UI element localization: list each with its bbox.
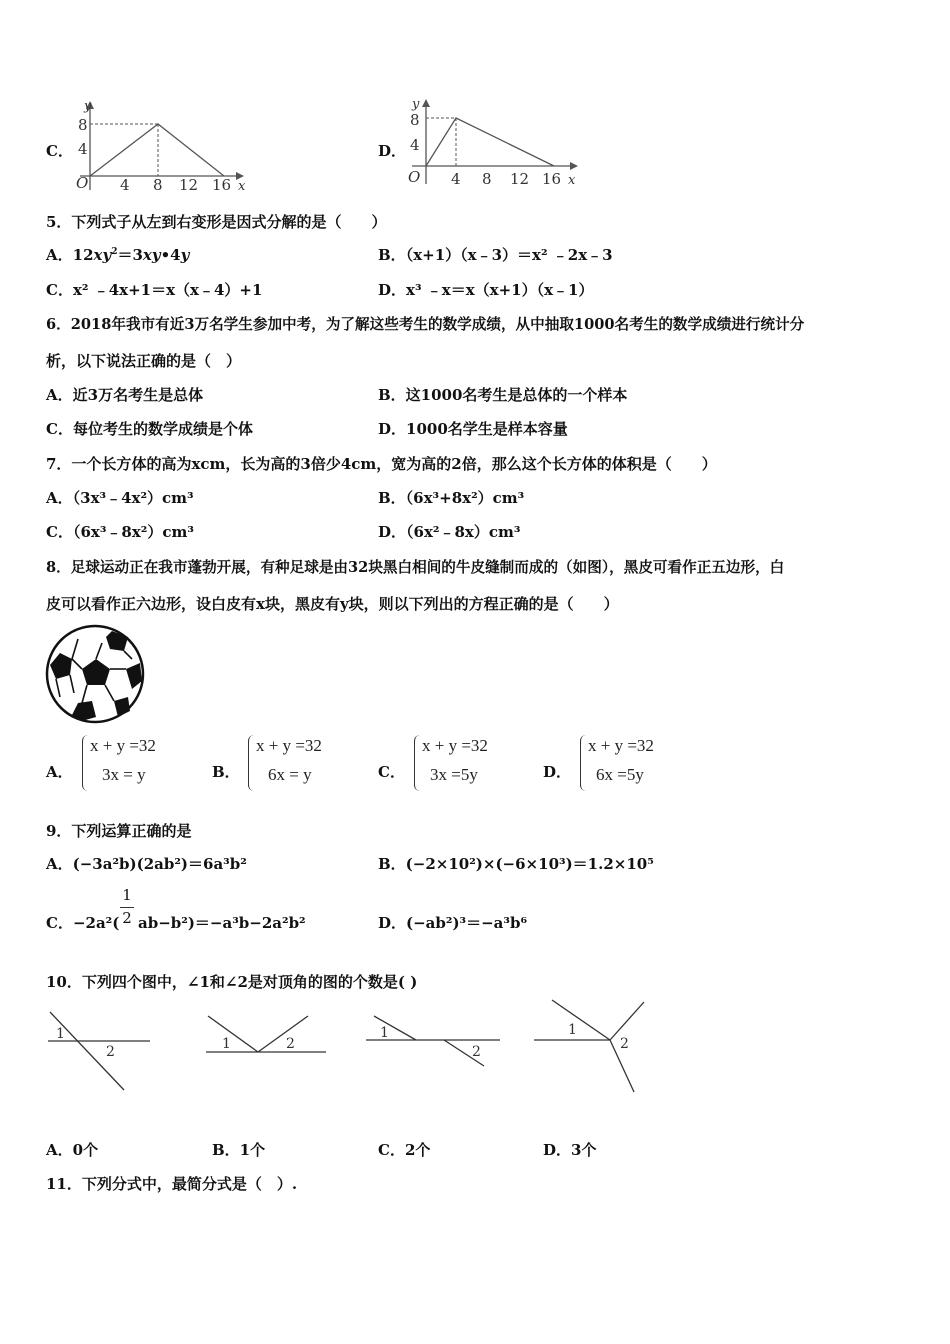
graph-c-xtick-16: 16 xyxy=(212,176,232,194)
q8-b-eq2: 6x = y xyxy=(268,765,312,784)
q8-d-eq1: x + y =32 xyxy=(588,736,654,755)
q8-a-eq1: x + y =32 xyxy=(90,736,156,755)
q5-stem: 5．下列式子从左到右变形是因式分解的是（ ） xyxy=(46,213,387,231)
q8-c-eq1: x + y =32 xyxy=(422,736,488,755)
q6-option-c[interactable]: C．每位考生的数学成绩是个体 xyxy=(46,420,253,438)
q5-a-label: A． xyxy=(46,246,73,264)
q11-stem: 11．下列分式中，最简分式是（ ）. xyxy=(46,1175,298,1193)
q10-stem: 10．下列四个图中，∠1和∠2是对顶角的图的个数是( ) xyxy=(46,973,418,991)
q6-stem-line1: 6．2018年我市有近3万名学生参加中考，为了解这些考生的数学成绩，从中抽取1000名考生的数学成绩进行统计分 xyxy=(46,316,805,333)
q8-option-c-label[interactable]: C． xyxy=(378,763,405,781)
q10-fig3-angle2: 2 xyxy=(472,1044,481,1060)
q9-c-fraction xyxy=(120,886,134,927)
q8-a-eq2: 3x = y xyxy=(102,765,146,784)
q8-option-d-system xyxy=(588,731,654,789)
q5-option-d[interactable]: D．x³ ﹣x＝x（x+1）（x﹣1） xyxy=(378,281,594,299)
q10-fig2-angle1: 1 xyxy=(222,1036,231,1052)
q9-c-fraction-denominator: 2 xyxy=(122,909,132,927)
q7-stem: 7．一个长方体的高为xcm，长为高的3倍少4cm，宽为高的2倍，那么这个长方体的体积是（ ） xyxy=(46,455,717,473)
q10-figure-2 xyxy=(204,1010,328,1094)
q10-option-c[interactable]: C．2个 xyxy=(378,1141,431,1159)
q8-option-b-label[interactable]: B． xyxy=(212,763,240,781)
q6-option-b[interactable]: B．这1000名考生是总体的一个样本 xyxy=(378,386,628,404)
q8-option-a-label[interactable]: A． xyxy=(46,763,73,781)
q10-figure-4 xyxy=(532,996,652,1096)
graph-d-label: D． xyxy=(378,142,407,160)
graph-d xyxy=(404,96,584,192)
q9-option-b[interactable]: B．(−2×10²)×(−6×10³)＝1.2×10⁵ xyxy=(378,855,654,873)
graph-d-ytick-8: 8 xyxy=(410,111,420,129)
q8-c-eq2: 3x =5y xyxy=(430,765,478,784)
q6-option-d[interactable]: D．1000名学生是样本容量 xyxy=(378,420,568,438)
q8-option-d-label[interactable]: D． xyxy=(543,763,572,781)
q8-d-eq2: 6x =5y xyxy=(596,765,644,784)
q6-option-a[interactable]: A．近3万名考生是总体 xyxy=(46,386,204,404)
graph-c xyxy=(72,98,252,194)
q10-fig1-angle1: 1 xyxy=(56,1026,65,1042)
graph-c-xtick-8: 8 xyxy=(153,176,163,194)
q10-fig4-angle1: 1 xyxy=(568,1022,577,1038)
q8-b-eq1: x + y =32 xyxy=(256,736,322,755)
graph-c-ytick-8: 8 xyxy=(78,116,88,134)
q5-option-c[interactable]: C．x² ﹣4x+1＝x（x﹣4）+1 xyxy=(46,281,263,299)
q7-option-c[interactable]: C．（6x³﹣8x²）cm³ xyxy=(46,523,194,541)
q9-option-a[interactable]: A．(−3a²b)(2ab²)＝6a³b² xyxy=(46,855,247,873)
graph-d-ytick-4: 4 xyxy=(410,136,420,154)
q10-fig1-angle2: 2 xyxy=(106,1044,115,1060)
q7-option-d[interactable]: D．（6x²﹣8x）cm³ xyxy=(378,523,521,541)
graph-c-origin: O xyxy=(76,174,89,192)
q10-fig2-angle2: 2 xyxy=(286,1036,295,1052)
q10-option-a[interactable]: A．0个 xyxy=(46,1141,99,1159)
q10-option-d[interactable]: D．3个 xyxy=(543,1141,597,1159)
q8-option-a-system xyxy=(90,731,156,789)
q9-c-rest: ab−b²)＝−a³b−2a²b² xyxy=(138,914,306,932)
graph-d-origin: O xyxy=(408,168,421,186)
q10-fig4-angle2: 2 xyxy=(620,1036,629,1052)
q8-stem-line2: 皮可以看作正六边形，设白皮有x块，黑皮有y块，则以下列出的方程正确的是（ ） xyxy=(46,595,619,613)
q7-option-a[interactable]: A．（3x³﹣4x²）cm³ xyxy=(46,489,194,507)
graph-d-xtick-8: 8 xyxy=(482,170,492,188)
graph-d-x-label: x xyxy=(568,173,576,188)
graph-c-xtick-12: 12 xyxy=(179,176,199,194)
q10-figure-1 xyxy=(46,1010,156,1094)
graph-c-label: C． xyxy=(46,142,73,160)
graph-c-x-label: x xyxy=(238,179,246,194)
soccer-ball-image xyxy=(44,623,146,725)
graph-d-xtick-12: 12 xyxy=(510,170,530,188)
q10-option-b[interactable]: B．1个 xyxy=(212,1141,266,1159)
q5-option-a[interactable]: A．$12xy^2=3xy•4y$ xyxy=(46,246,190,264)
q8-stem-line1: 8．足球运动正在我市蓬勃开展，有种足球是由32块黑白相间的牛皮缝制而成的（如图），黑皮可看作正五边形，白 xyxy=(46,559,785,576)
q9-option-d[interactable]: D．(−ab²)³＝−a³b⁶ xyxy=(378,914,528,932)
q8-option-b-system xyxy=(256,731,322,789)
q10-fig3-angle1: 1 xyxy=(380,1025,389,1041)
q9-option-c[interactable]: C．−2a²( xyxy=(46,914,120,932)
graph-d-y-label: y xyxy=(412,97,420,112)
q9-c-fraction-bar xyxy=(120,907,134,908)
q6-stem-line2: 析，以下说法正确的是（ ） xyxy=(46,352,242,370)
q10-figure-3 xyxy=(366,1010,502,1094)
q8-option-c-system xyxy=(422,731,488,789)
q5-option-b[interactable]: B．（x+1）（x﹣3）＝x² ﹣2x﹣3 xyxy=(378,246,613,264)
graph-c-ytick-4: 4 xyxy=(78,140,88,158)
graph-d-xtick-4: 4 xyxy=(451,170,461,188)
q9-stem: 9．下列运算正确的是 xyxy=(46,822,192,840)
graph-c-xtick-4: 4 xyxy=(120,176,130,194)
graph-d-xtick-16: 16 xyxy=(542,170,562,188)
graph-c-y-label: y xyxy=(84,99,92,114)
q9-c-fraction-numerator: 1 xyxy=(122,886,132,904)
q7-option-b[interactable]: B．（6x³+8x²）cm³ xyxy=(378,489,525,507)
